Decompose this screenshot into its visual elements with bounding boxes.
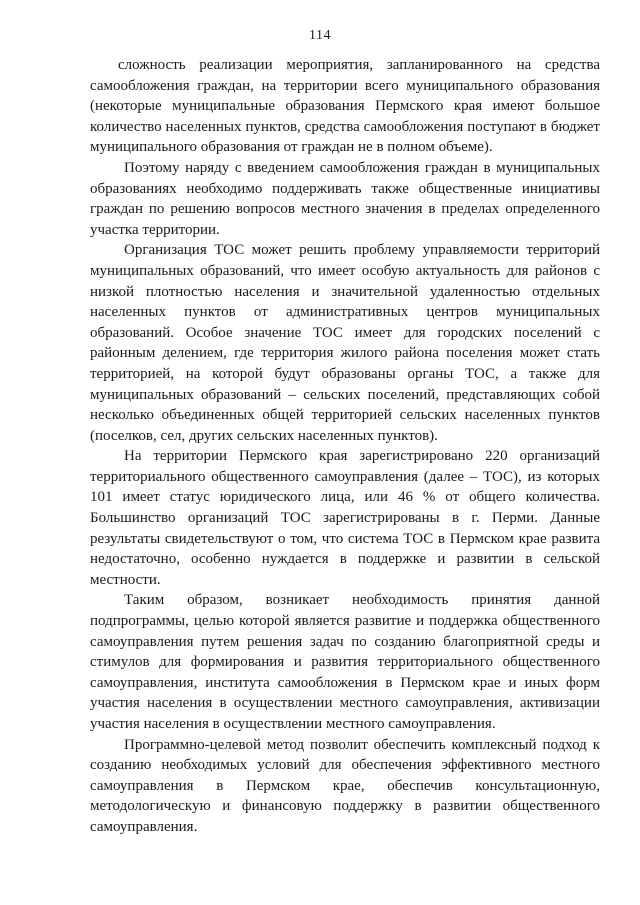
paragraph-tos-statistics: На территории Пермского края зарегистрировано 220 организаций территориального общественного самоуправления (далее – ТОС), из которых 101 имеет статус юридического лица, или 46 % от общего количества. Большинство организаций ТОС зарегистрированы в г. Перми. Данные результаты свидетельствуют о том, что система ТОС в Пермском крае развита недостаточно, особенно нуждается в поддержке и развитии в сельской местности.: [90, 448, 600, 588]
paragraph-public-initiatives: Поэтому наряду с введением самообложения граждан в муниципальных образованиях необходимо поддерживать также общественные инициативы граждан по решению вопросов местного значения в пределах определенного участка территории.: [90, 159, 600, 238]
paragraph-program-method: Программно-целевой метод позволит обеспечить комплексный подход к созданию необходимых условий для обеспечения эффективного местного самоуправления в Пермском крае, обеспечив консультационную, методологическую и финансовую поддержку в развитии общественного самоуправления.: [90, 736, 600, 835]
paragraph-tos-organization: Организация ТОС может решить проблему управляемости территорий муниципальных образований, что имеет особую актуальность для районов с низкой плотностью населения и значительной удаленностью отдельных населенных пунктов от административных центров муниципальных образований. Особое значение ТОС имеет для городских поселений с районным делением, где территория жилого района поселения может стать территорией, на которой будут образованы органы ТОС, а также для муниципальных образований – сельских поселений, представляющих собой несколько объединенных общей территорией сельских населенных пунктов (поселков, сел, других сельских населенных пунктов).: [90, 242, 600, 444]
page-body: [90, 55, 600, 838]
paragraph-continuation: сложность реализации мероприятия, запланированного на средства самообложения граждан, на территории всего муниципального образования (некоторые муниципальные образования Пермского края имеют большое количество населенных пунктов, средства самообложения поступают в бюджет муниципального образования от граждан не в полном объеме).: [90, 57, 600, 156]
page-number: 114: [309, 28, 331, 43]
paragraph-subprogram-goal: Таким образом, возникает необходимость принятия данной подпрограммы, целью которой является развитие и поддержка общественного самоуправления путем решения задач по созданию благоприятной среды и стимулов для формирования и развития территориального общественного самоуправления, института самообложения в Пермском крае и иных форм участия населения в осуществлении местного самоуправления, активизации участия населения в осуществлении местного самоуправления.: [90, 592, 600, 732]
